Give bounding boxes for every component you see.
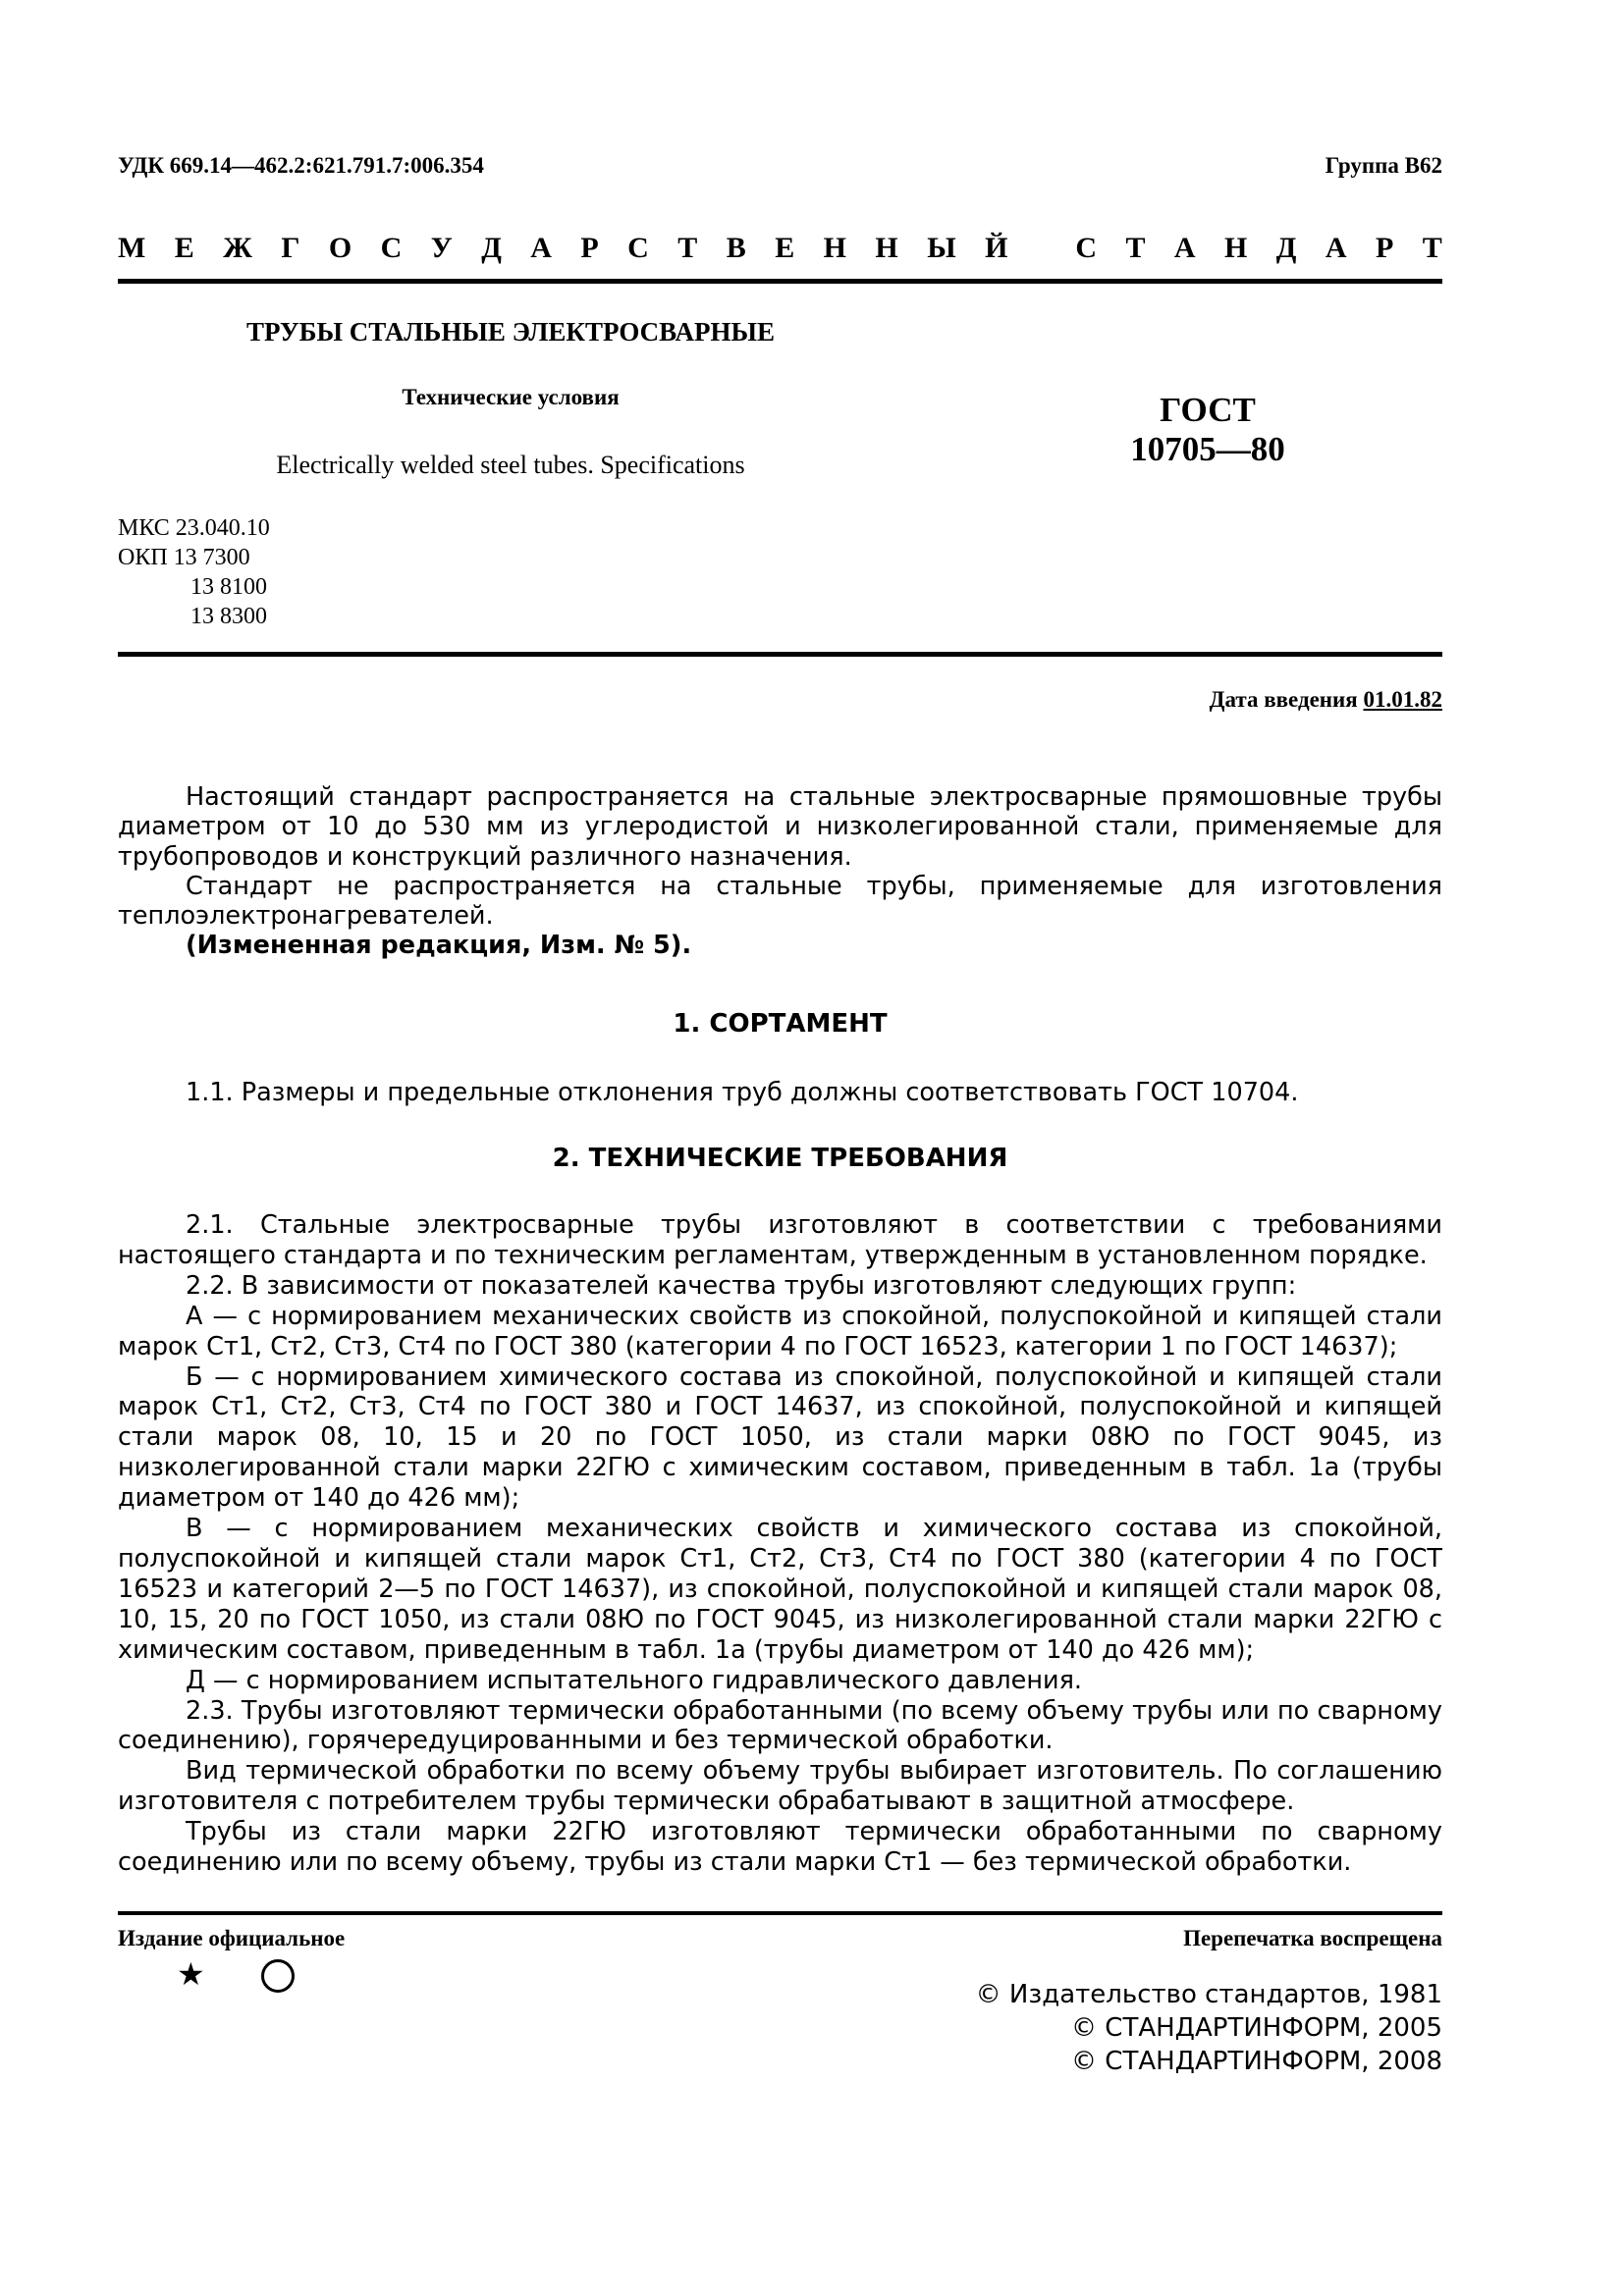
banner-letter: Д bbox=[1275, 232, 1297, 264]
banner-letter: Р bbox=[580, 232, 599, 264]
udk-code: УДК 669.14—462.2:621.791.7:006.354 bbox=[118, 153, 484, 178]
section-2-text bbox=[118, 1210, 1442, 1878]
introduction-date-label: Дата введения bbox=[1209, 687, 1358, 712]
footer-rule bbox=[118, 1911, 1442, 1915]
banner-letter: Т bbox=[677, 232, 698, 264]
banner-letter: Г bbox=[281, 232, 300, 264]
banner-letter: С bbox=[1075, 232, 1097, 264]
copyright-line: © Издательство стандартов, 1981 bbox=[975, 1980, 1442, 2009]
gost-number: 10705—80 bbox=[1130, 430, 1285, 468]
copyright-line: © СТАНДАРТИНФОРМ, 2008 bbox=[1071, 2047, 1442, 2076]
banner-letter: Т bbox=[1422, 232, 1442, 264]
banner-letter: С bbox=[380, 232, 403, 264]
english-title: Electrically welded steel tubes. Specifications bbox=[276, 451, 745, 479]
section-2-paragraph: Б — с нормированием химического состава из спокойной, полуспокойной и кипящей стали марок Ст1, Ст2, Ст3, Ст4 по ГОСТ 380 и ГОСТ 14637, из спокойной, полуспокойной и кипящей стали марок 08, 10, 15 и 20 по ГОСТ 1050, из стали марки 08Ю по ГОСТ 9045, из низколегированной стали марки 22ГЮ с химическим составом, приведенным в табл. 1а (трубы диаметром от 140 до 426 мм); bbox=[118, 1362, 1442, 1514]
okp-code-2: 13 8100 bbox=[190, 574, 267, 600]
banner-letter: Е bbox=[775, 232, 795, 264]
header-rule bbox=[118, 652, 1442, 657]
banner-letter: В bbox=[726, 232, 746, 264]
reprint-prohibited: Перепечатка воспрещена bbox=[1183, 1926, 1442, 1950]
banner-letter: Н bbox=[875, 232, 898, 264]
banner-letter: О bbox=[328, 232, 352, 264]
banner-letter: А bbox=[1325, 232, 1347, 264]
copyright-line: © СТАНДАРТИНФОРМ, 2005 bbox=[1071, 2013, 1442, 2043]
section-2-paragraph: Вид термической обработки по всему объему трубы выбирает изготовитель. По соглашению изготовителя с потребителем трубы термически обрабатывают в защитной атмосфере. bbox=[118, 1756, 1442, 1817]
banner-rule bbox=[118, 279, 1442, 284]
document-subtitle: Технические условия bbox=[402, 385, 620, 409]
banner-letter: Е bbox=[174, 232, 194, 264]
standard-banner bbox=[118, 232, 1442, 271]
intro-paragraph: Стандарт не распространяется на стальные трубы, применяемые для изготовления теплоэлектронагревателей. bbox=[118, 871, 1442, 932]
banner-letter: С bbox=[627, 232, 649, 264]
banner-letter: Р bbox=[1375, 232, 1394, 264]
banner-letter: А bbox=[530, 232, 552, 264]
intro-paragraph: Настоящий стандарт распространяется на стальные электросварные прямошовные трубы диаметром от 10 до 530 мм из углеродистой и низколегированной стали, применяемые для трубопроводов и конструкций различного назначения. bbox=[118, 782, 1442, 872]
introduction-date-value: 01.01.82 bbox=[1363, 687, 1442, 712]
section-1-heading: 1. СОРТАМЕНТ bbox=[673, 1009, 888, 1039]
banner-letter: Д bbox=[481, 232, 502, 264]
classification-codes bbox=[118, 513, 270, 631]
star-icon: ★ bbox=[177, 1955, 205, 1993]
section-2-paragraph: Д — с нормированием испытательного гидравлического давления. bbox=[186, 1665, 1083, 1695]
mks-code: МКС 23.040.10 bbox=[118, 515, 270, 541]
banner-gap bbox=[1037, 232, 1047, 271]
gost-label: ГОСТ bbox=[1160, 391, 1256, 429]
banner-letter: Ж bbox=[223, 232, 252, 264]
okp-code-3: 13 8300 bbox=[190, 604, 267, 629]
section-2-paragraph: 2.3. Трубы изготовляют термически обработанными (по всему объему трубы или по сварному соединению), горячередуцированными и без термической обработки. bbox=[118, 1695, 1442, 1756]
banner-letter: Н bbox=[1224, 232, 1248, 264]
banner-letter: М bbox=[118, 232, 146, 264]
amendment-note: (Измененная редакция, Изм. № 5). bbox=[186, 931, 692, 961]
document-title: ТРУБЫ СТАЛЬНЫЕ ЭЛЕКТРОСВАРНЫЕ bbox=[246, 317, 775, 347]
introduction-text bbox=[118, 782, 1442, 961]
section-2-paragraph: А — с нормированием механических свойств из спокойной, полуспокойной и кипящей стали марок Ст1, Ст2, Ст3, Ст4 по ГОСТ 380 (категории 4 по ГОСТ 16523, категории 1 по ГОСТ 14637); bbox=[118, 1301, 1442, 1362]
section-2-paragraph: 2.2. В зависимости от показателей качества трубы изготовляют следующих групп: bbox=[186, 1270, 1297, 1301]
section-2-paragraph: В — с нормированием механических свойств и химического состава из спокойной, полуспокойной и кипящей стали марок Ст1, Ст2, Ст3, Ст4 по ГОСТ 380 (категории 4 по ГОСТ 16523 и категорий 2—5 по ГОСТ 14637), из спокойной, полуспокойной и кипящей стали марок 08, 10, 15, 20 по ГОСТ 1050, из стали 08Ю по ГОСТ 9045, из низколегированной стали марки 22ГЮ с химическим составом, приведенным в табл. 1а (трубы диаметром от 140 до 426 мм); bbox=[118, 1514, 1442, 1665]
circle-icon bbox=[261, 1959, 295, 1993]
okp-code-1: ОКП 13 7300 bbox=[118, 545, 250, 570]
section-1-paragraph: 1.1. Размеры и предельные отклонения труб должны соответствовать ГОСТ 10704. bbox=[186, 1078, 1299, 1107]
section-1-text bbox=[118, 1078, 1442, 1107]
banner-letter: Т bbox=[1125, 232, 1146, 264]
banner-letter: Ы bbox=[927, 232, 956, 264]
introduction-date bbox=[1210, 687, 1442, 713]
banner-letter: А bbox=[1173, 232, 1196, 264]
banner-letter: Н bbox=[823, 232, 846, 264]
section-2-heading: 2. ТЕХНИЧЕСКИЕ ТРЕБОВАНИЯ bbox=[552, 1144, 1008, 1173]
section-2-paragraph: Трубы из стали марки 22ГЮ изготовляют термически обработанными по сварному соединению или по всему объему, трубы из стали марки Ст1 — без термической обработки. bbox=[118, 1817, 1442, 1878]
section-2-paragraph: 2.1. Стальные электросварные трубы изготовляют в соответствии с требованиями настоящего стандарта и по техническим регламентам, утвержденным в установленном порядке. bbox=[118, 1210, 1442, 1270]
group-code: Группа В62 bbox=[1325, 153, 1442, 178]
copyright-block bbox=[976, 1978, 1442, 2078]
banner-letter: Й bbox=[985, 232, 1008, 264]
banner-letter: У bbox=[430, 232, 453, 264]
official-edition: Издание официальное bbox=[118, 1926, 346, 1950]
